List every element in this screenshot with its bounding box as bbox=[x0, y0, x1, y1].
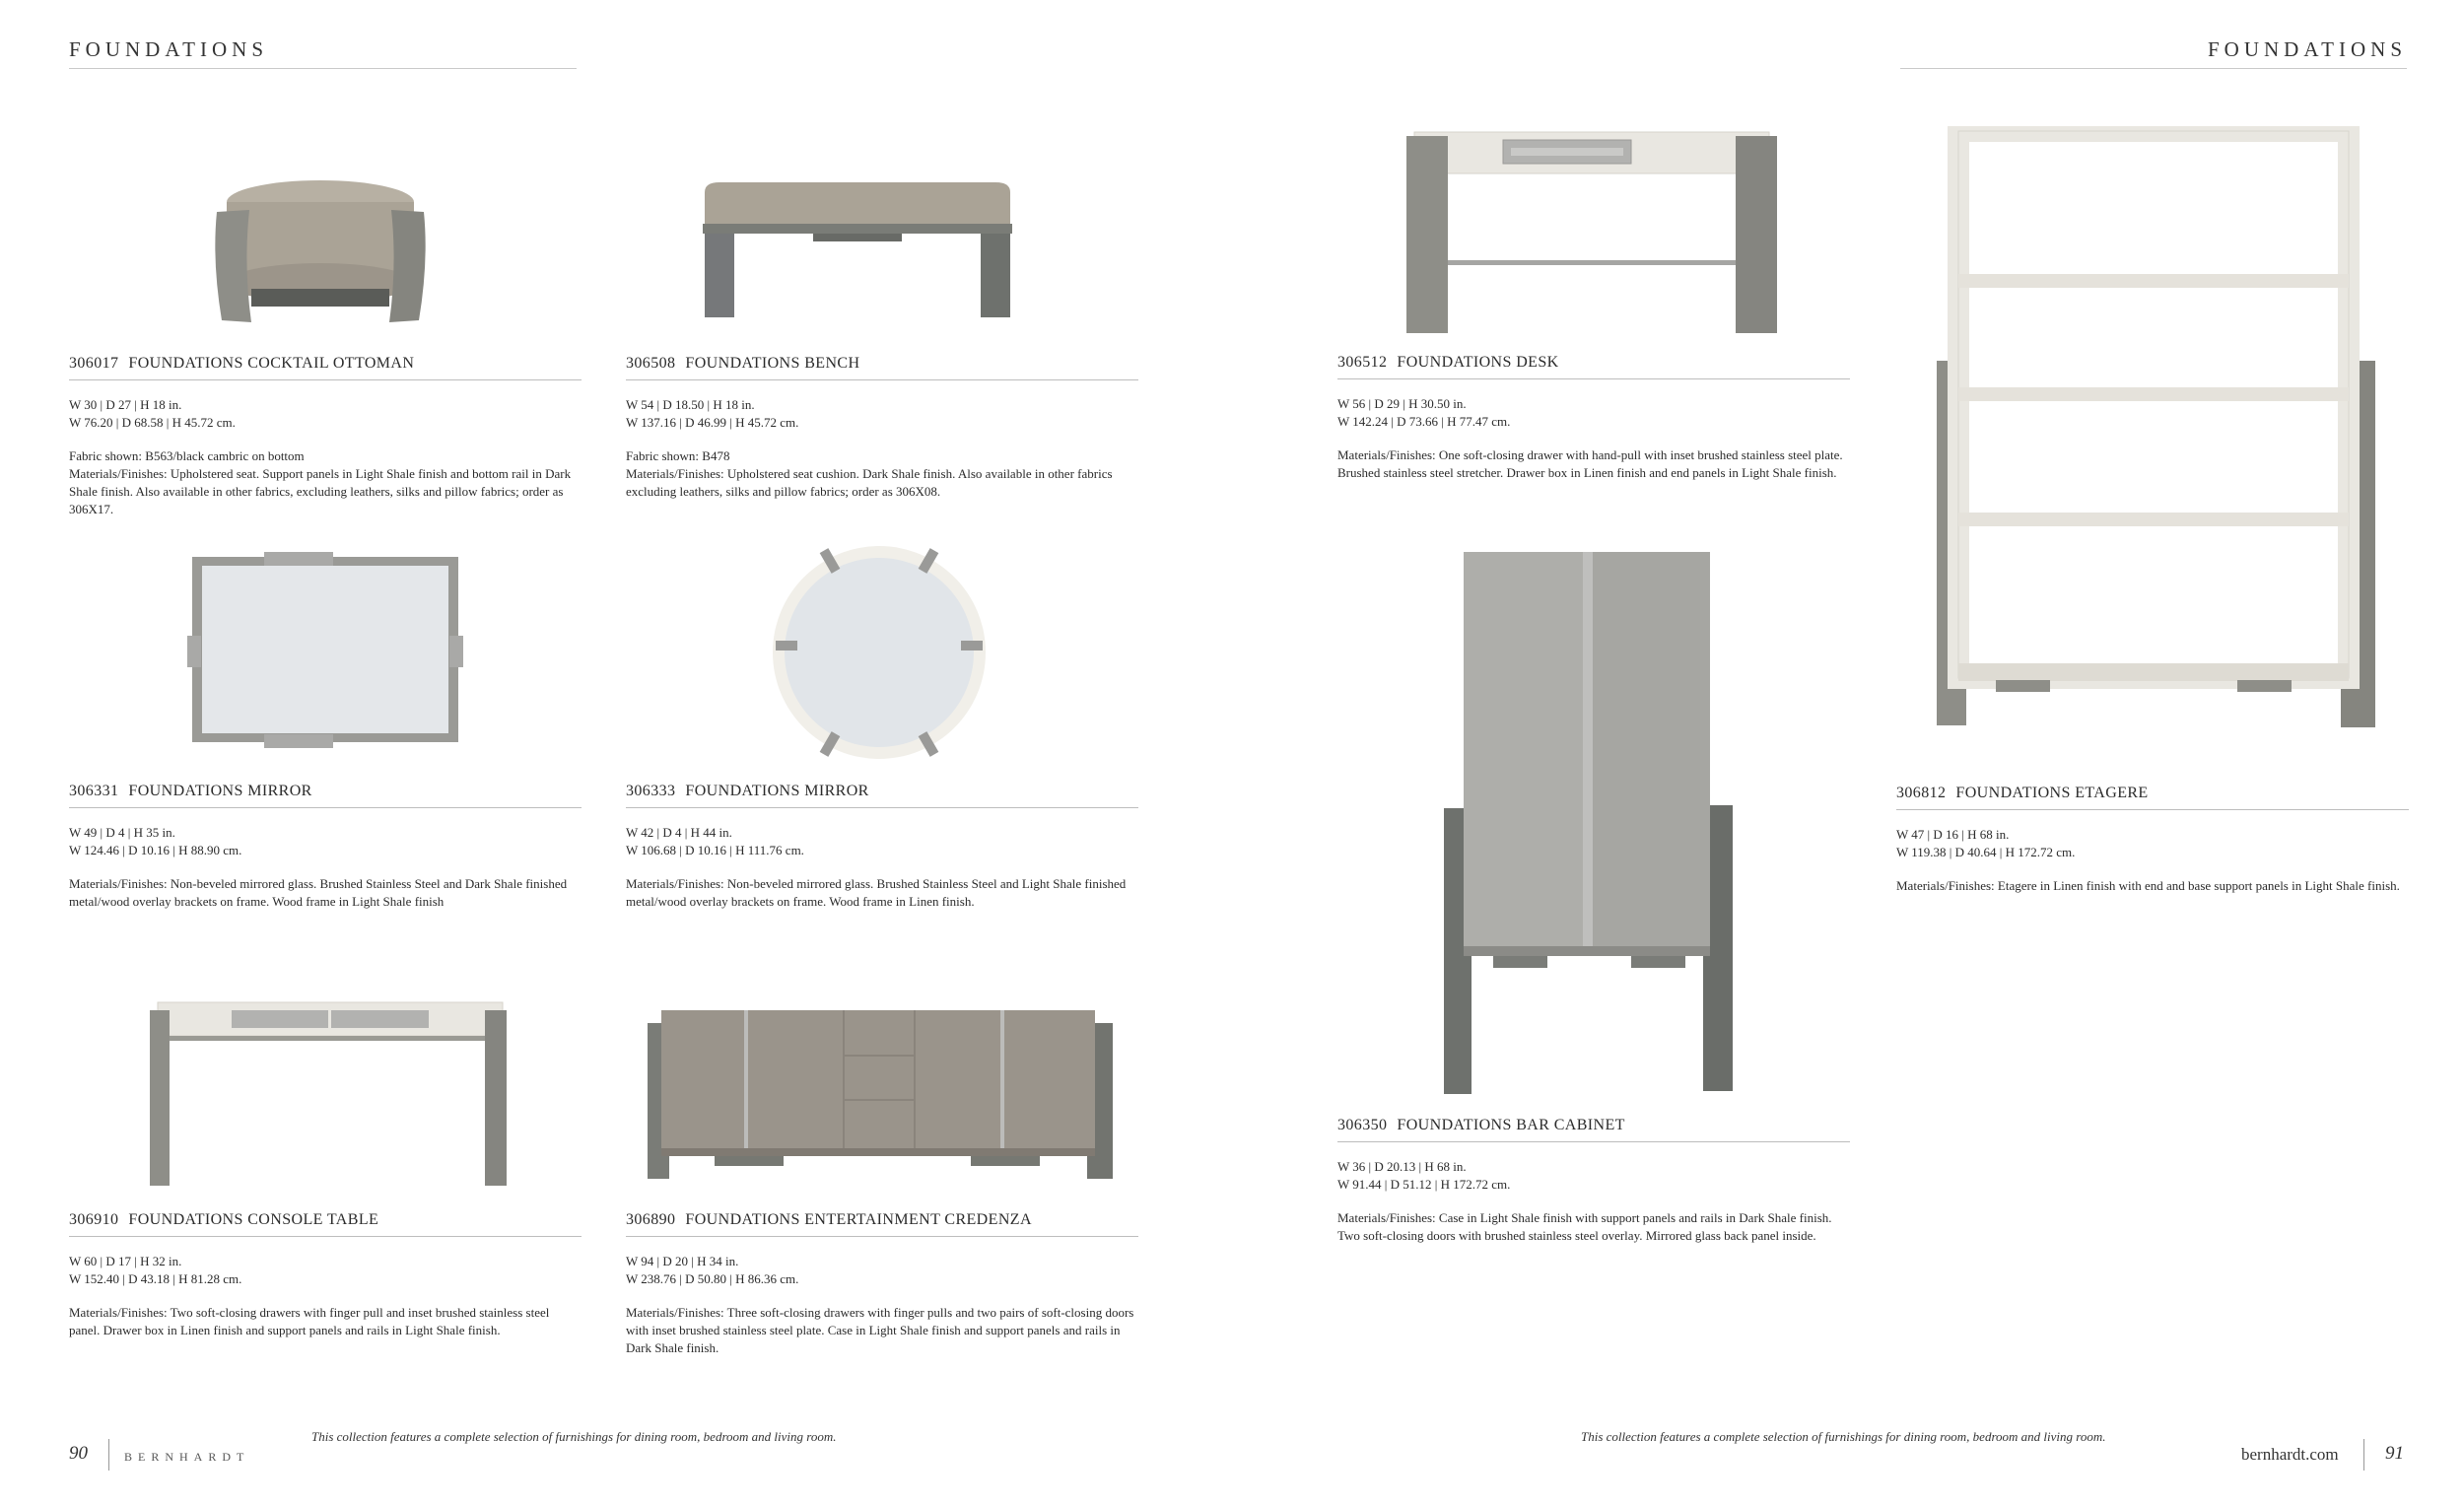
product-entertainment-credenza bbox=[626, 1211, 1138, 1357]
product-name: FOUNDATIONS ETAGERE bbox=[1955, 785, 2149, 801]
dimensions-cm: W 142.24 | D 73.66 | H 77.47 cm. bbox=[1337, 414, 1511, 429]
product-bench bbox=[626, 355, 1138, 501]
product-name: FOUNDATIONS DESK bbox=[1397, 354, 1559, 371]
page-number-left: 90 bbox=[69, 1443, 88, 1464]
bar-cabinet-image bbox=[1439, 547, 1740, 1099]
product-title bbox=[626, 1211, 1138, 1237]
etagere-image bbox=[1937, 126, 2390, 727]
dimensions-cm: W 106.68 | D 10.16 | H 111.76 cm. bbox=[626, 843, 804, 857]
product-title bbox=[1896, 785, 2409, 810]
dimensions-inches: W 42 | D 4 | H 44 in. bbox=[626, 825, 732, 840]
collection-note-left: This collection features a complete selection of furnishings for dining room, bedroom and living room. bbox=[311, 1429, 837, 1444]
rectangular-mirror-image bbox=[187, 547, 468, 754]
product-mirror-306333 bbox=[626, 783, 1138, 911]
footer-divider-right bbox=[2363, 1439, 2364, 1471]
product-code: 306910 bbox=[69, 1211, 119, 1228]
dimensions-cm: W 238.76 | D 50.80 | H 86.36 cm. bbox=[626, 1271, 799, 1286]
dimensions-cm: W 137.16 | D 46.99 | H 45.72 cm. bbox=[626, 415, 799, 430]
desk-image bbox=[1404, 128, 1779, 335]
product-name: FOUNDATIONS MIRROR bbox=[128, 783, 312, 799]
website-link[interactable]: bernhardt.com bbox=[2241, 1445, 2339, 1464]
dimensions-cm: W 124.46 | D 10.16 | H 88.90 cm. bbox=[69, 843, 242, 857]
product-cocktail-ottoman bbox=[69, 355, 582, 518]
product-code: 306512 bbox=[1337, 354, 1388, 371]
dimensions-inches: W 56 | D 29 | H 30.50 in. bbox=[1337, 396, 1467, 411]
product-code: 306890 bbox=[626, 1211, 676, 1228]
materials-finishes: Materials/Finishes: Upholstered seat cushion. Dark Shale finish. Also available in other fabrics excluding leathers, silks and pillow fabrics; order as 306X08. bbox=[626, 466, 1113, 499]
dimensions-cm: W 76.20 | D 68.58 | H 45.72 cm. bbox=[69, 415, 236, 430]
brand-name: BERNHARDT bbox=[124, 1450, 250, 1464]
product-bar-cabinet bbox=[1337, 1117, 1850, 1245]
product-name: FOUNDATIONS COCKTAIL OTTOMAN bbox=[128, 355, 415, 372]
header-rule-right bbox=[1900, 68, 2407, 69]
product-name: FOUNDATIONS BENCH bbox=[685, 355, 860, 372]
dimensions-inches: W 49 | D 4 | H 35 in. bbox=[69, 825, 175, 840]
product-name: FOUNDATIONS MIRROR bbox=[685, 783, 869, 799]
dimensions-cm: W 152.40 | D 43.18 | H 81.28 cm. bbox=[69, 1271, 242, 1286]
round-mirror-image bbox=[764, 537, 995, 769]
product-name: FOUNDATIONS BAR CABINET bbox=[1397, 1117, 1625, 1133]
product-etagere bbox=[1896, 785, 2409, 895]
dimensions-inches: W 47 | D 16 | H 68 in. bbox=[1896, 827, 2010, 842]
page-number-right: 91 bbox=[2385, 1443, 2404, 1464]
product-code: 306350 bbox=[1337, 1117, 1388, 1133]
page-header-left: FOUNDATIONS bbox=[69, 37, 269, 61]
materials-finishes: Materials/Finishes: Two soft-closing drawers with finger pull and inset brushed stainless steel panel. Drawer box in Linen finish and support panels and rails in Light Shale finish. bbox=[69, 1305, 550, 1337]
console-table-image bbox=[148, 1000, 513, 1188]
collection-note-right: This collection features a complete selection of furnishings for dining room, bedroom and living room. bbox=[1581, 1429, 2106, 1444]
product-code: 306333 bbox=[626, 783, 676, 799]
footer-divider-left bbox=[108, 1439, 109, 1471]
product-desk bbox=[1337, 354, 1850, 482]
bench-image bbox=[695, 182, 1020, 320]
entertainment-credenza-image bbox=[646, 1005, 1119, 1183]
materials-finishes: Materials/Finishes: One soft-closing drawer with hand-pull with inset brushed stainless steel plate. Brushed stainless steel stretcher. Drawer box in Linen finish and end panels in Light Shale finish. bbox=[1337, 447, 1843, 480]
product-title bbox=[69, 1211, 582, 1237]
materials-finishes: Materials/Finishes: Non-beveled mirrored glass. Brushed Stainless Steel and Light Shale finished metal/wood overlay brackets on frame. Wood frame in Linen finish. bbox=[626, 876, 1127, 909]
dimensions-inches: W 36 | D 20.13 | H 68 in. bbox=[1337, 1159, 1467, 1174]
product-code: 306017 bbox=[69, 355, 119, 372]
dimensions-cm: W 91.44 | D 51.12 | H 172.72 cm. bbox=[1337, 1177, 1511, 1192]
product-title bbox=[1337, 1117, 1850, 1142]
dimensions-inches: W 30 | D 27 | H 18 in. bbox=[69, 397, 182, 412]
product-title bbox=[69, 783, 582, 808]
dimensions-cm: W 119.38 | D 40.64 | H 172.72 cm. bbox=[1896, 845, 2076, 859]
product-title bbox=[626, 355, 1138, 380]
product-name: FOUNDATIONS ENTERTAINMENT CREDENZA bbox=[685, 1211, 1032, 1228]
materials-finishes: Materials/Finishes: Three soft-closing drawers with finger pulls and two pairs of soft-closing doors with inset brushed stainless steel plate. Case in Light Shale finish and support panels and rails in Dark Shale finish. bbox=[626, 1305, 1134, 1355]
product-code: 306508 bbox=[626, 355, 676, 372]
product-title bbox=[626, 783, 1138, 808]
product-console-table bbox=[69, 1211, 582, 1339]
header-rule-left bbox=[69, 68, 577, 69]
dimensions-inches: W 60 | D 17 | H 32 in. bbox=[69, 1254, 182, 1268]
fabric-shown: Fabric shown: B478 bbox=[626, 448, 730, 463]
materials-finishes: Materials/Finishes: Non-beveled mirrored glass. Brushed Stainless Steel and Dark Shale finished metal/wood overlay brackets on frame. Wood frame in Light Shale finish bbox=[69, 876, 568, 909]
fabric-shown: Fabric shown: B563/black cambric on bottom bbox=[69, 448, 305, 463]
product-code: 306331 bbox=[69, 783, 119, 799]
materials-finishes: Materials/Finishes: Etagere in Linen finish with end and base support panels in Light Shale finish. bbox=[1896, 878, 2400, 893]
dimensions-inches: W 94 | D 20 | H 34 in. bbox=[626, 1254, 739, 1268]
product-mirror-306331 bbox=[69, 783, 582, 911]
product-title bbox=[69, 355, 582, 380]
page-header-right: FOUNDATIONS bbox=[2207, 37, 2407, 61]
materials-finishes: Materials/Finishes: Upholstered seat. Support panels in Light Shale finish and bottom rail in Dark Shale finish. Also available in other fabrics, excluding leathers, silks and pillow fabrics; order as 306X17. bbox=[69, 466, 572, 516]
product-title bbox=[1337, 354, 1850, 379]
product-code: 306812 bbox=[1896, 785, 1947, 801]
product-name: FOUNDATIONS CONSOLE TABLE bbox=[128, 1211, 379, 1228]
materials-finishes: Materials/Finishes: Case in Light Shale finish with support panels and rails in Dark Shale finish. Two soft-closing doors with brushed stainless steel overlay. Mirrored glass back panel inside. bbox=[1337, 1210, 1832, 1243]
cocktail-ottoman-image bbox=[212, 172, 429, 330]
dimensions-inches: W 54 | D 18.50 | H 18 in. bbox=[626, 397, 755, 412]
